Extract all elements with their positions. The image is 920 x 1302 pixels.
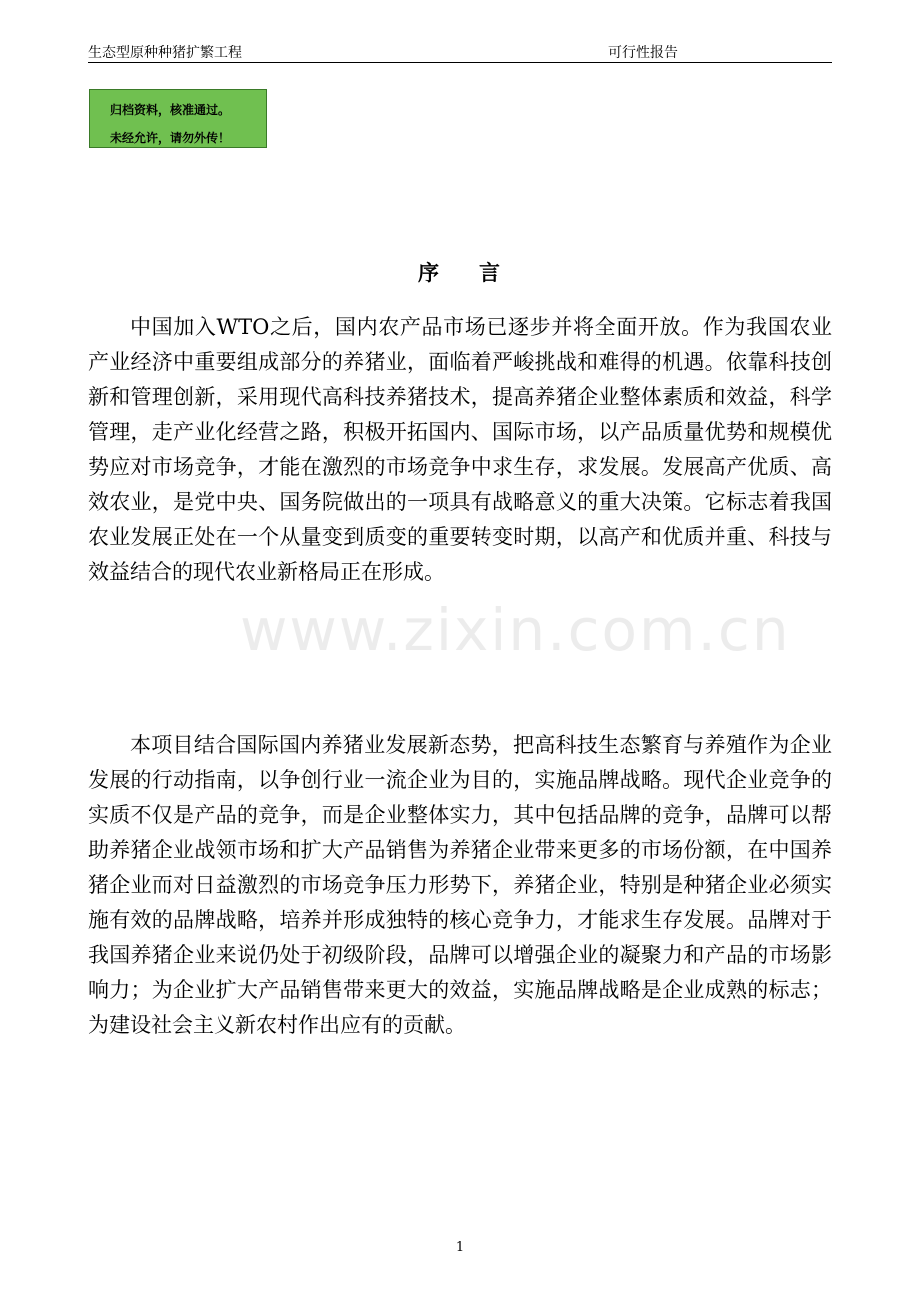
stamp-line-confidential: 未经允许，请勿外传！ [110,131,231,145]
page-number: 1 [455,1240,465,1255]
header-report-type: 可行性报告 [608,45,678,61]
section-title-part1: 序 [418,260,441,285]
section-title-part2: 言 [479,260,502,285]
page-header [88,44,832,63]
stamp-line-approved: 归档资料，核准通过。 [110,103,231,117]
header-document-title: 生态型原种种猪扩繁工程 [88,45,242,61]
archive-stamp [89,89,267,148]
paragraph-1: 中国加入WTO之后，国内农产品市场已逐步并将全面开放。作为我国农业产业经济中重要组成部分的养猪业，面临着严峻挑战和难得的机遇。依靠科技创新和管理创新，采用现代高科技养猪技术，提高养猪企业整体素质和效益，科学管理，走产业化经营之路，积极开拓国内、国际市场，以产品质量优势和规模优势应对市场竞争，才能在激烈的市场竞争中求生存，求发展。发展高产优质、高效农业，是党中央、国务院做出的一项具有战略意义的重大决策。它标志着我国农业发展正处在一个从量变到质变的重要转变时期，以高产和优质并重、科技与效益结合的现代农业新格局正在形成。 [88,315,832,584]
watermark: www.zixin.com.cn [240,596,791,664]
paragraph-2: 本项目结合国际国内养猪业发展新态势，把高科技生态繁育与养殖作为企业发展的行动指南，以争创行业一流企业为目的，实施品牌战略。现代企业竞争的实质不仅是产品的竞争，而是企业整体实力，其中包括品牌的竞争，品牌可以帮助养猪企业战领市场和扩大产品销售为养猪企业带来更多的市场份额，在中国养猪企业而对日益激烈的市场竞争压力形势下，养猪企业，特别是种猪企业必须实施有效的品牌战略，培养并形成独特的核心竞争力，才能求生存发展。品牌对于我国养猪企业来说仍处于初级阶段，品牌可以增强企业的凝聚力和产品的市场影响力；为企业扩大产品销售带来更大的效益，实施品牌战略是企业成熟的标志；为建设社会主义新农村作出应有的贡献。 [88,733,832,1037]
section-title [0,258,920,288]
